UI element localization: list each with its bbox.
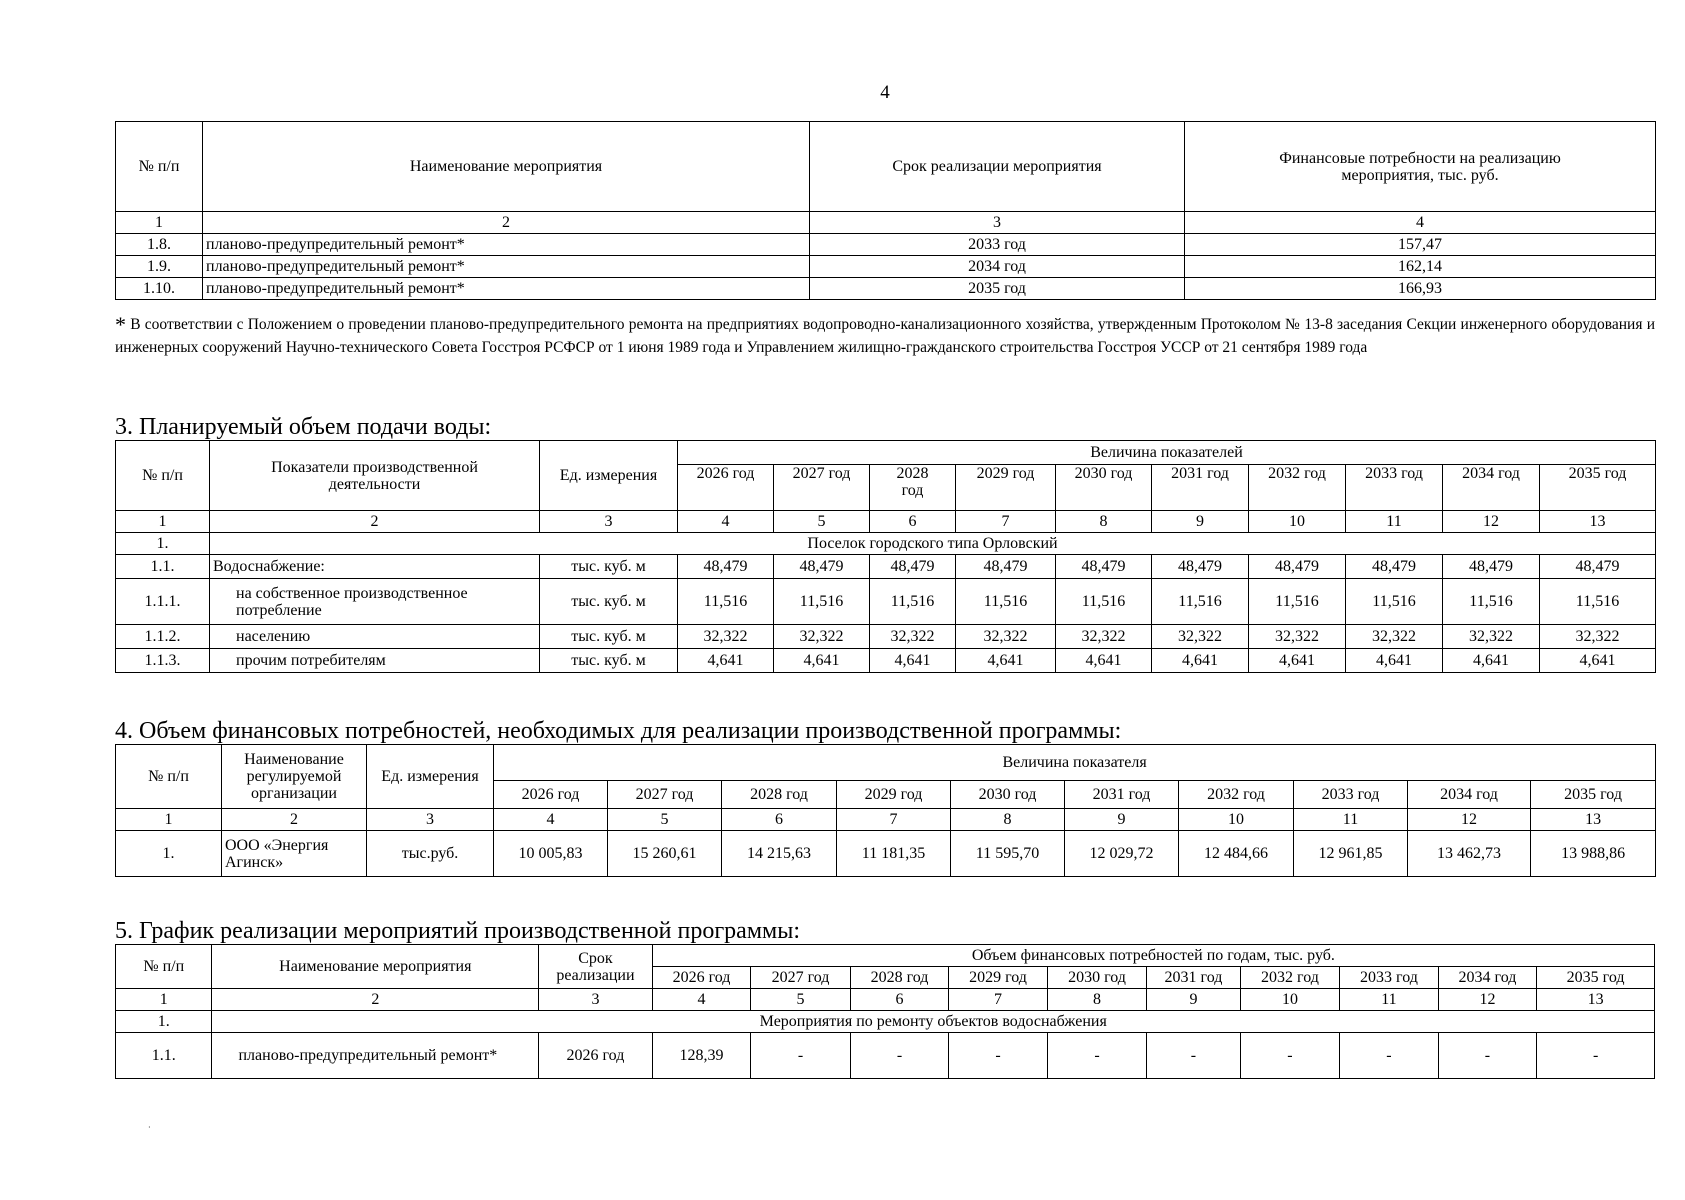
row-name: планово-предупредительный ремонт* xyxy=(203,256,810,278)
year-header: 2034 год xyxy=(1408,781,1531,809)
row-value: 32,322 xyxy=(870,625,956,649)
header-term: Срок реализации xyxy=(539,945,653,989)
row-value: - xyxy=(949,1033,1048,1079)
row-value: 48,479 xyxy=(1056,555,1152,579)
table-row xyxy=(116,256,1656,278)
year-header: 2032 год xyxy=(1179,781,1294,809)
row-name: планово-предупредительный ремонт* xyxy=(203,278,810,300)
row-value: 4,641 xyxy=(956,649,1056,673)
row-value: - xyxy=(1047,1033,1147,1079)
col-number: 3 xyxy=(539,989,653,1011)
col-number: 2 xyxy=(203,212,810,234)
header-indicator: Показатели производственной деятельности xyxy=(210,441,540,511)
col-number: 6 xyxy=(850,989,949,1011)
activities-table xyxy=(115,121,1656,300)
col-number: 12 xyxy=(1438,989,1537,1011)
row-value: 12 961,85 xyxy=(1294,831,1408,877)
row-value: 48,479 xyxy=(1152,555,1249,579)
section4-title: 4. Объем финансовых потребностей, необходимых для реализации производственной программы: xyxy=(115,718,1122,744)
year-header: 2030 год xyxy=(1047,967,1147,989)
row-value: 11,516 xyxy=(956,579,1056,625)
row-value: 4,641 xyxy=(678,649,774,673)
header-term: Срок реализации мероприятия xyxy=(810,122,1185,212)
row-value: 32,322 xyxy=(1056,625,1152,649)
row-num: 1.10. xyxy=(116,278,203,300)
col-number: 10 xyxy=(1179,809,1294,831)
year-header: 2027 год xyxy=(774,465,870,511)
header-name: Наименование мероприятия xyxy=(212,945,539,989)
page-number: 4 xyxy=(880,82,890,103)
row-value: 4,641 xyxy=(1249,649,1346,673)
table-row xyxy=(116,234,1656,256)
col-number: 3 xyxy=(540,511,678,533)
table-row xyxy=(116,555,1656,579)
header-unit: Ед. измерения xyxy=(367,745,494,809)
group-num: 1. xyxy=(116,1011,212,1033)
col-number: 4 xyxy=(678,511,774,533)
row-value: 32,322 xyxy=(1152,625,1249,649)
year-header: 2031 год xyxy=(1147,967,1240,989)
row-value: 4,641 xyxy=(1152,649,1249,673)
row-num: 1. xyxy=(116,831,222,877)
row-value: 4,641 xyxy=(1443,649,1540,673)
group-num: 1. xyxy=(116,533,210,555)
row-num: 1.1.3. xyxy=(116,649,210,673)
year-header: 2028 год xyxy=(722,781,837,809)
year-header: 2026 год xyxy=(494,781,608,809)
col-number: 2 xyxy=(212,989,539,1011)
row-value: 11,516 xyxy=(870,579,956,625)
row-value: 4,641 xyxy=(1540,649,1656,673)
col-number: 5 xyxy=(774,511,870,533)
col-number: 7 xyxy=(956,511,1056,533)
row-value: 48,479 xyxy=(870,555,956,579)
row-name: на собственное производственное потребление xyxy=(210,579,540,625)
col-number: 11 xyxy=(1346,511,1443,533)
row-term: 2034 год xyxy=(810,256,1185,278)
row-value: - xyxy=(1438,1033,1537,1079)
row-num: 1.1. xyxy=(116,555,210,579)
col-number: 8 xyxy=(951,809,1065,831)
row-num: 1.1.1. xyxy=(116,579,210,625)
row-value: 13 988,86 xyxy=(1531,831,1656,877)
col-number: 11 xyxy=(1340,989,1439,1011)
header-num: № п/п xyxy=(116,122,203,212)
row-value: - xyxy=(850,1033,949,1079)
row-unit: тыс. куб. м xyxy=(540,625,678,649)
row-value: 15 260,61 xyxy=(608,831,722,877)
col-number: 9 xyxy=(1065,809,1179,831)
row-num: 1.9. xyxy=(116,256,203,278)
row-value: 48,479 xyxy=(1249,555,1346,579)
year-header: 2032 год xyxy=(1249,465,1346,511)
col-number: 10 xyxy=(1240,989,1340,1011)
year-header: 2033 год xyxy=(1294,781,1408,809)
row-value: 32,322 xyxy=(774,625,870,649)
row-value: 11 181,35 xyxy=(837,831,951,877)
header-finance: Финансовые потребности на реализацию мероприятия, тыс. руб. xyxy=(1185,122,1656,212)
col-number: 1 xyxy=(116,989,212,1011)
col-number: 1 xyxy=(116,212,203,234)
col-number: 1 xyxy=(116,809,222,831)
col-number: 3 xyxy=(810,212,1185,234)
year-header: 2034 год xyxy=(1443,465,1540,511)
col-number: 13 xyxy=(1540,511,1656,533)
table-row xyxy=(116,831,1656,877)
row-name: населению xyxy=(210,625,540,649)
col-number: 4 xyxy=(1185,212,1656,234)
row-value: 12 484,66 xyxy=(1179,831,1294,877)
col-number: 13 xyxy=(1531,809,1656,831)
row-value: 48,479 xyxy=(1540,555,1656,579)
header-org: Наименование регулируемой организации xyxy=(222,745,367,809)
row-org: ООО «Энергия Агинск» xyxy=(222,831,367,877)
row-name: планово-предупредительный ремонт* xyxy=(203,234,810,256)
row-value: 13 462,73 xyxy=(1408,831,1531,877)
year-header: 2035 год xyxy=(1537,967,1655,989)
col-number: 1 xyxy=(116,511,210,533)
row-value: 11,516 xyxy=(1443,579,1540,625)
row-unit: тыс.руб. xyxy=(367,831,494,877)
group-label: Поселок городского типа Орловский xyxy=(210,533,1656,555)
col-number: 7 xyxy=(949,989,1048,1011)
row-value: 32,322 xyxy=(1540,625,1656,649)
row-value: 32,322 xyxy=(1249,625,1346,649)
row-num: 1.8. xyxy=(116,234,203,256)
col-number: 7 xyxy=(837,809,951,831)
financial-needs-table xyxy=(115,744,1656,877)
col-number: 9 xyxy=(1147,989,1240,1011)
year-header: 2031 год xyxy=(1065,781,1179,809)
col-number: 8 xyxy=(1047,989,1147,1011)
row-value: 11,516 xyxy=(1540,579,1656,625)
row-name: Водоснабжение: xyxy=(210,555,540,579)
row-value: 48,479 xyxy=(1346,555,1443,579)
col-number: 4 xyxy=(652,989,751,1011)
row-unit: тыс. куб. м xyxy=(540,649,678,673)
row-value: 11,516 xyxy=(1346,579,1443,625)
row-value: 162,14 xyxy=(1185,256,1656,278)
row-value: 11,516 xyxy=(1056,579,1152,625)
col-number: 4 xyxy=(494,809,608,831)
row-value: 4,641 xyxy=(870,649,956,673)
table-row xyxy=(116,579,1656,625)
col-number: 3 xyxy=(367,809,494,831)
year-header: 2035 год xyxy=(1531,781,1656,809)
col-number: 5 xyxy=(751,989,851,1011)
header-num: № п/п xyxy=(116,945,212,989)
row-unit: тыс. куб. м xyxy=(540,555,678,579)
col-number: 6 xyxy=(870,511,956,533)
year-header: 2026 год xyxy=(678,465,774,511)
row-name: планово-предупредительный ремонт* xyxy=(212,1033,539,1079)
table-row xyxy=(116,278,1656,300)
year-header: 2029 год xyxy=(949,967,1048,989)
year-header: 2033 год xyxy=(1340,967,1439,989)
row-value: - xyxy=(1537,1033,1655,1079)
year-header: 2029 год xyxy=(837,781,951,809)
year-header: 2033 год xyxy=(1346,465,1443,511)
row-value: 4,641 xyxy=(1346,649,1443,673)
col-number: 2 xyxy=(210,511,540,533)
col-number: 10 xyxy=(1249,511,1346,533)
row-value: 11,516 xyxy=(1249,579,1346,625)
table-row xyxy=(116,625,1656,649)
row-num: 1.1.2. xyxy=(116,625,210,649)
section3-title: 3. Планируемый объем подачи воды: xyxy=(115,414,492,440)
footnote xyxy=(115,313,1655,359)
year-header: 2035 год xyxy=(1540,465,1656,511)
row-value: 128,39 xyxy=(652,1033,751,1079)
table-row xyxy=(116,1033,1655,1079)
row-term: 2026 год xyxy=(539,1033,653,1079)
table-row xyxy=(116,649,1656,673)
section5-title: 5. График реализации мероприятий производственной программы: xyxy=(115,918,800,944)
row-value: 4,641 xyxy=(774,649,870,673)
row-value: - xyxy=(751,1033,851,1079)
row-value: 32,322 xyxy=(1346,625,1443,649)
schedule-table xyxy=(115,944,1655,1079)
col-number: 12 xyxy=(1408,809,1531,831)
row-value: 32,322 xyxy=(956,625,1056,649)
row-value: 48,479 xyxy=(774,555,870,579)
year-header: 2034 год xyxy=(1438,967,1537,989)
year-header: 2028 год xyxy=(850,967,949,989)
water-supply-table xyxy=(115,440,1656,673)
year-header: 2027 год xyxy=(608,781,722,809)
row-value: 166,93 xyxy=(1185,278,1656,300)
row-term: 2035 год xyxy=(810,278,1185,300)
footnote-text: В соответствии с Положением о проведении планово-предупредительного ремонта на предприятиях водопроводно-канализационного хозяйства, утвержденным Протоколом № 13-8 заседания Секции инженерного оборудования и инженерных сооружений Научно-технического Совета Госстроя РСФСР от 1 июня 1989 года и Управлением жилищно-гражданского строительства Госстроя УССР от 21 сентября 1989 года xyxy=(115,316,1655,356)
row-value: - xyxy=(1240,1033,1340,1079)
row-value: 14 215,63 xyxy=(722,831,837,877)
year-header: 2027 год xyxy=(751,967,851,989)
header-values-group: Объем финансовых потребностей по годам, тыс. руб. xyxy=(652,945,1654,967)
row-name: прочим потребителям xyxy=(210,649,540,673)
col-number: 11 xyxy=(1294,809,1408,831)
row-value: 32,322 xyxy=(678,625,774,649)
year-header: 2029 год xyxy=(956,465,1056,511)
row-num: 1.1. xyxy=(116,1033,212,1079)
col-number: 6 xyxy=(722,809,837,831)
row-value: 11 595,70 xyxy=(951,831,1065,877)
year-header: 2030 год xyxy=(1056,465,1152,511)
header-unit: Ед. измерения xyxy=(540,441,678,511)
year-header: 2030 год xyxy=(951,781,1065,809)
footnote-star: * xyxy=(115,312,126,337)
row-value: 48,479 xyxy=(678,555,774,579)
col-number: 9 xyxy=(1152,511,1249,533)
row-value: 32,322 xyxy=(1443,625,1540,649)
row-value: 11,516 xyxy=(774,579,870,625)
row-value: 157,47 xyxy=(1185,234,1656,256)
row-value: 48,479 xyxy=(956,555,1056,579)
year-header: 2032 год xyxy=(1240,967,1340,989)
col-number: 13 xyxy=(1537,989,1655,1011)
row-value: 12 029,72 xyxy=(1065,831,1179,877)
row-value: 11,516 xyxy=(1152,579,1249,625)
row-value: - xyxy=(1147,1033,1240,1079)
header-num: № п/п xyxy=(116,441,210,511)
group-label: Мероприятия по ремонту объектов водоснабжения xyxy=(212,1011,1655,1033)
row-value: - xyxy=(1340,1033,1439,1079)
row-term: 2033 год xyxy=(810,234,1185,256)
row-value: 4,641 xyxy=(1056,649,1152,673)
header-values-group: Величина показателей xyxy=(678,441,1656,465)
row-value: 11,516 xyxy=(678,579,774,625)
col-number: 5 xyxy=(608,809,722,831)
header-values-group: Величина показателя xyxy=(494,745,1656,781)
row-unit: тыс. куб. м xyxy=(540,579,678,625)
row-value: 10 005,83 xyxy=(494,831,608,877)
header-num: № п/п xyxy=(116,745,222,809)
year-header: 2026 год xyxy=(652,967,751,989)
header-name: Наименование мероприятия xyxy=(203,122,810,212)
col-number: 12 xyxy=(1443,511,1540,533)
year-header: 2028 год xyxy=(870,465,956,511)
year-header: 2031 год xyxy=(1152,465,1249,511)
row-value: 48,479 xyxy=(1443,555,1540,579)
col-number: 8 xyxy=(1056,511,1152,533)
scan-dot: · xyxy=(148,1123,151,1132)
col-number: 2 xyxy=(222,809,367,831)
